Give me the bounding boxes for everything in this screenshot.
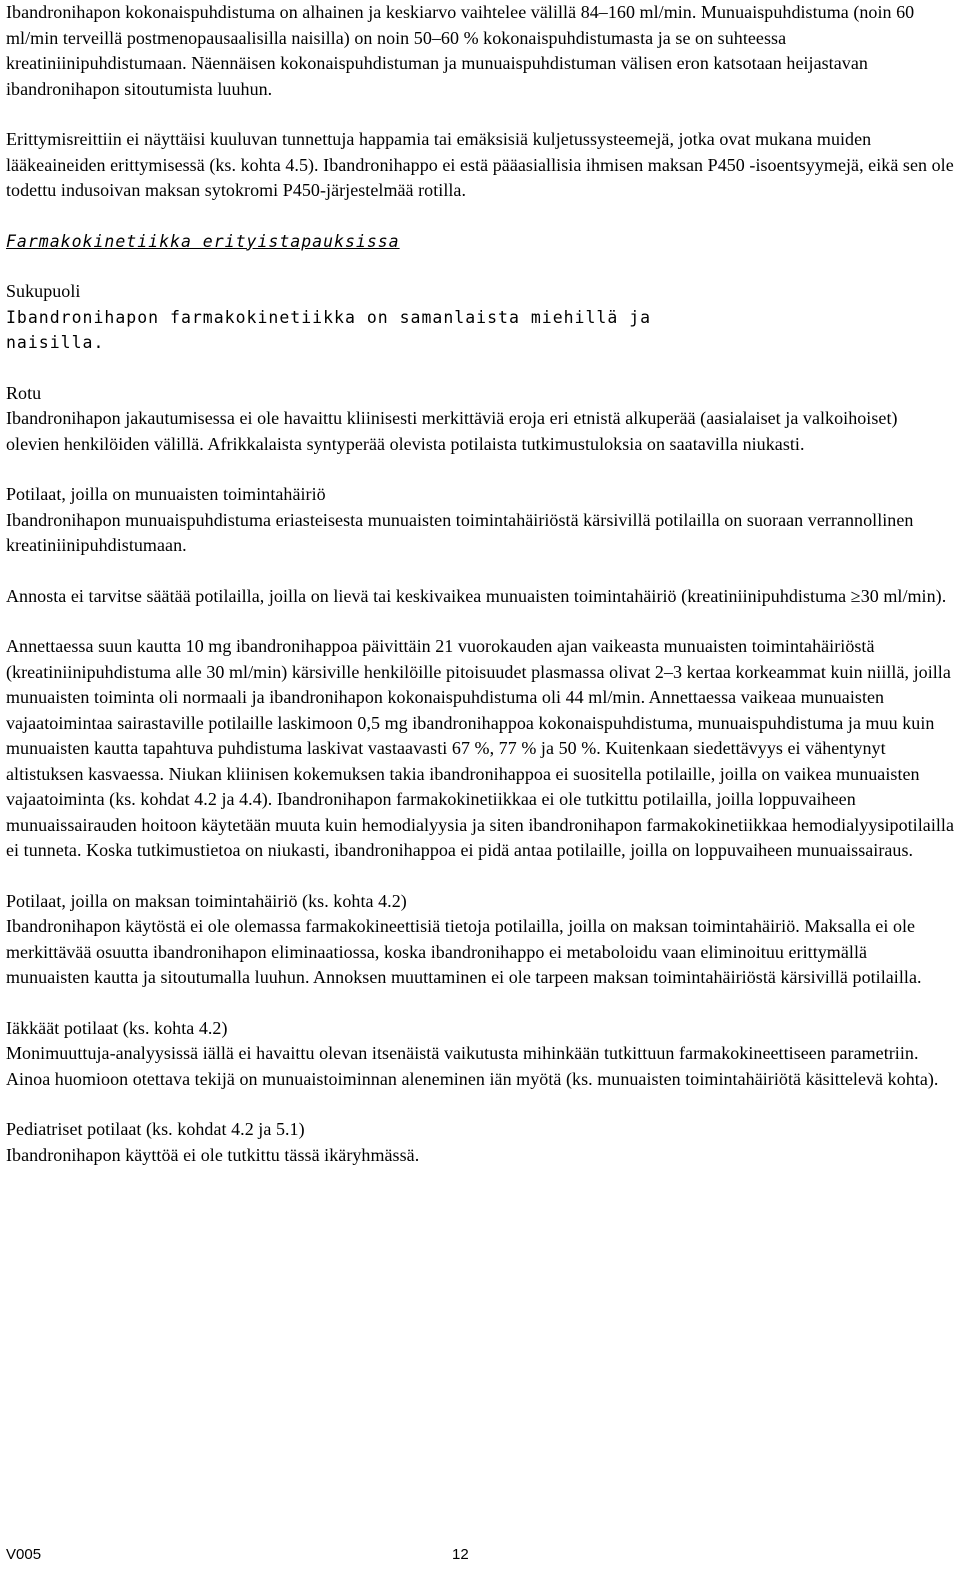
paragraph-elimination: Erittymisreittiin ei näyttäisi kuuluvan tunnettuja happamia tai emäksisiä kuljetussysteemejä, jotka ovat mukana muiden lääkeaineiden erittymisessä (ks. kohta 4.5). Ibandronihappo ei estä pääasiallisia ihmisen maksan P450 -isoentsyymejä, eikä sen ole todettu indusoivan maksan sytokromi P450-järjestelmää rotilla. [6,129,954,200]
paragraph-iakkaat: Monimuuttuja-analyysissä iällä ei havaittu olevan itsenäistä vaikutusta mihinkään tutkittuun farmakokineettiseen parametriin. Ainoa huomioon otettava tekijä on munuaistoiminnan aleneminen iän myötä (ks. munuaisten toimintahäiriötä käsittelevä kohta). [6,1043,939,1089]
version-label: V005 [6,1546,42,1563]
subheading-maksa: Potilaat, joilla on maksan toimintahäiriö (ks. kohta 4.2) [6,890,407,911]
paragraph-clearance: Ibandronihapon kokonaispuhdistuma on alhainen ja keskiarvo vaihtelee välillä 84–160 ml/min. Munuaispuhdistuma (noin 60 ml/min terveillä postmenopausaalisilla naisilla) on noin 50–60 % kokonaispuhdistumasta ja se on suhteessa kreatiniinipuhdistumaan. Näennäisen kokonaispuhdistuman ja munuaispuhdistuman välisen eron katsotaan heijastavan ibandronihapon sitoutumista luuhun. [6,2,915,99]
paragraph-munuaiset-2: Annosta ei tarvitse säätää potilailla, joilla on lievä tai keskivaikea munuaisten toimintahäiriö (kreatiniinipuhdistuma ≥30 ml/min). [6,585,947,606]
subheading-pediatriset: Pediatriset potilaat (ks. kohdat 4.2 ja 5.1) [6,1119,305,1139]
section-heading: Farmakokinetiikka erityistapauksissa [6,231,400,251]
subheading-munuaiset: Potilaat, joilla on munuaisten toimintahäiriö [6,484,326,504]
subheading-rotu: Rotu [6,382,42,403]
paragraph-pediatriset: Ibandronihapon käyttöä ei ole tutkittu tässä ikäryhmässä. [6,1144,420,1165]
document-page [6,0,954,1168]
subheading-iakkaat: Iäkkäät potilaat (ks. kohta 4.2) [6,1017,228,1038]
paragraph-munuaiset-1: Ibandronihapon munuaispuhdistuma eriasteisesta munuaisten toimintahäiriöstä kärsivillä potilailla on suoraan verrannollinen kreatiniinipuhdistumaan. [6,509,914,555]
paragraph-rotu: Ibandronihapon jakautumisessa ei ole havaittu kliinisesti merkittäviä eroja eri etnistä alkuperää (aasialaiset ja valkoihoiset) olevien henkilöiden välillä. Afrikkalaista syntyperää olevista potilaista tutkimustuloksia on saatavilla niukasti. [6,408,898,454]
paragraph-sukupuoli: Ibandronihapon farmakokinetiikka on samanlaista miehillä ja naisilla. [6,307,652,352]
page-number: 12 [452,1546,469,1563]
paragraph-munuaiset-3: Annettaessa suun kautta 10 mg ibandronihappoa päivittäin 21 vuorokauden ajan vaikeasta munuaisten toimintahäiriöstä (kreatiniinipuhdistuma alle 30 ml/min) kärsiville henkilöille pitoisuudet plasmassa olivat 2–3 kertaa korkeammat kuin niillä, joilla munuaisten toiminta oli normaali ja ibandronihapon kokonaispuhdistuma oli 44 ml/min. Annettaessa vaikeaa munuaisten vajaatoimintaa sairastaville potilaille laskimoon 0,5 mg ibandronihappoa kokonaispuhdistuma, munuaispuhdistuma ja muu kuin munuaisten kautta tapahtuva puhdistuma laskivat vastaavasti 67 %, 77 % ja 50 %. Kuitenkaan siedettävyys ei vähentynyt altistuksen kasvaessa. Niukan kliinisen kokemuksen takia ibandronihappoa ei suositella potilaille, joilla on vaikea munuaisten vajaatoiminta (ks. kohdat 4.2 ja 4.4). Ibandronihapon farmakokinetiikkaa ei ole tutkittu potilailla, joilla loppuvaiheen munuaissairauden hoitoon käytetään muuta kuin hemodialyysia ja siten ibandronihapon farmakokinetiikkaa hemodialyysipotilailla ei tunneta. Koska tutkimustietoa on niukasti, ibandronihappoa ei pidä antaa potilaille, joilla on loppuvaiheen munuaissairaus. [6,636,955,860]
subheading-sukupuoli: Sukupuoli [6,281,81,301]
paragraph-maksa: Ibandronihapon käytöstä ei ole olemassa farmakokineettisiä tietoja potilailla, joilla on maksan toimintahäiriö. Maksalla ei ole merkittävää osuutta ibandronihapon eliminaatiossa, koska ibandronihappo ei metaboloidu vaan eliminoituu erittymällä munuaisten kautta ja sitoutumalla luuhun. Annoksen muuttaminen ei ole tarpeen maksan toimintahäiriöstä kärsivillä potilailla. [6,916,922,987]
